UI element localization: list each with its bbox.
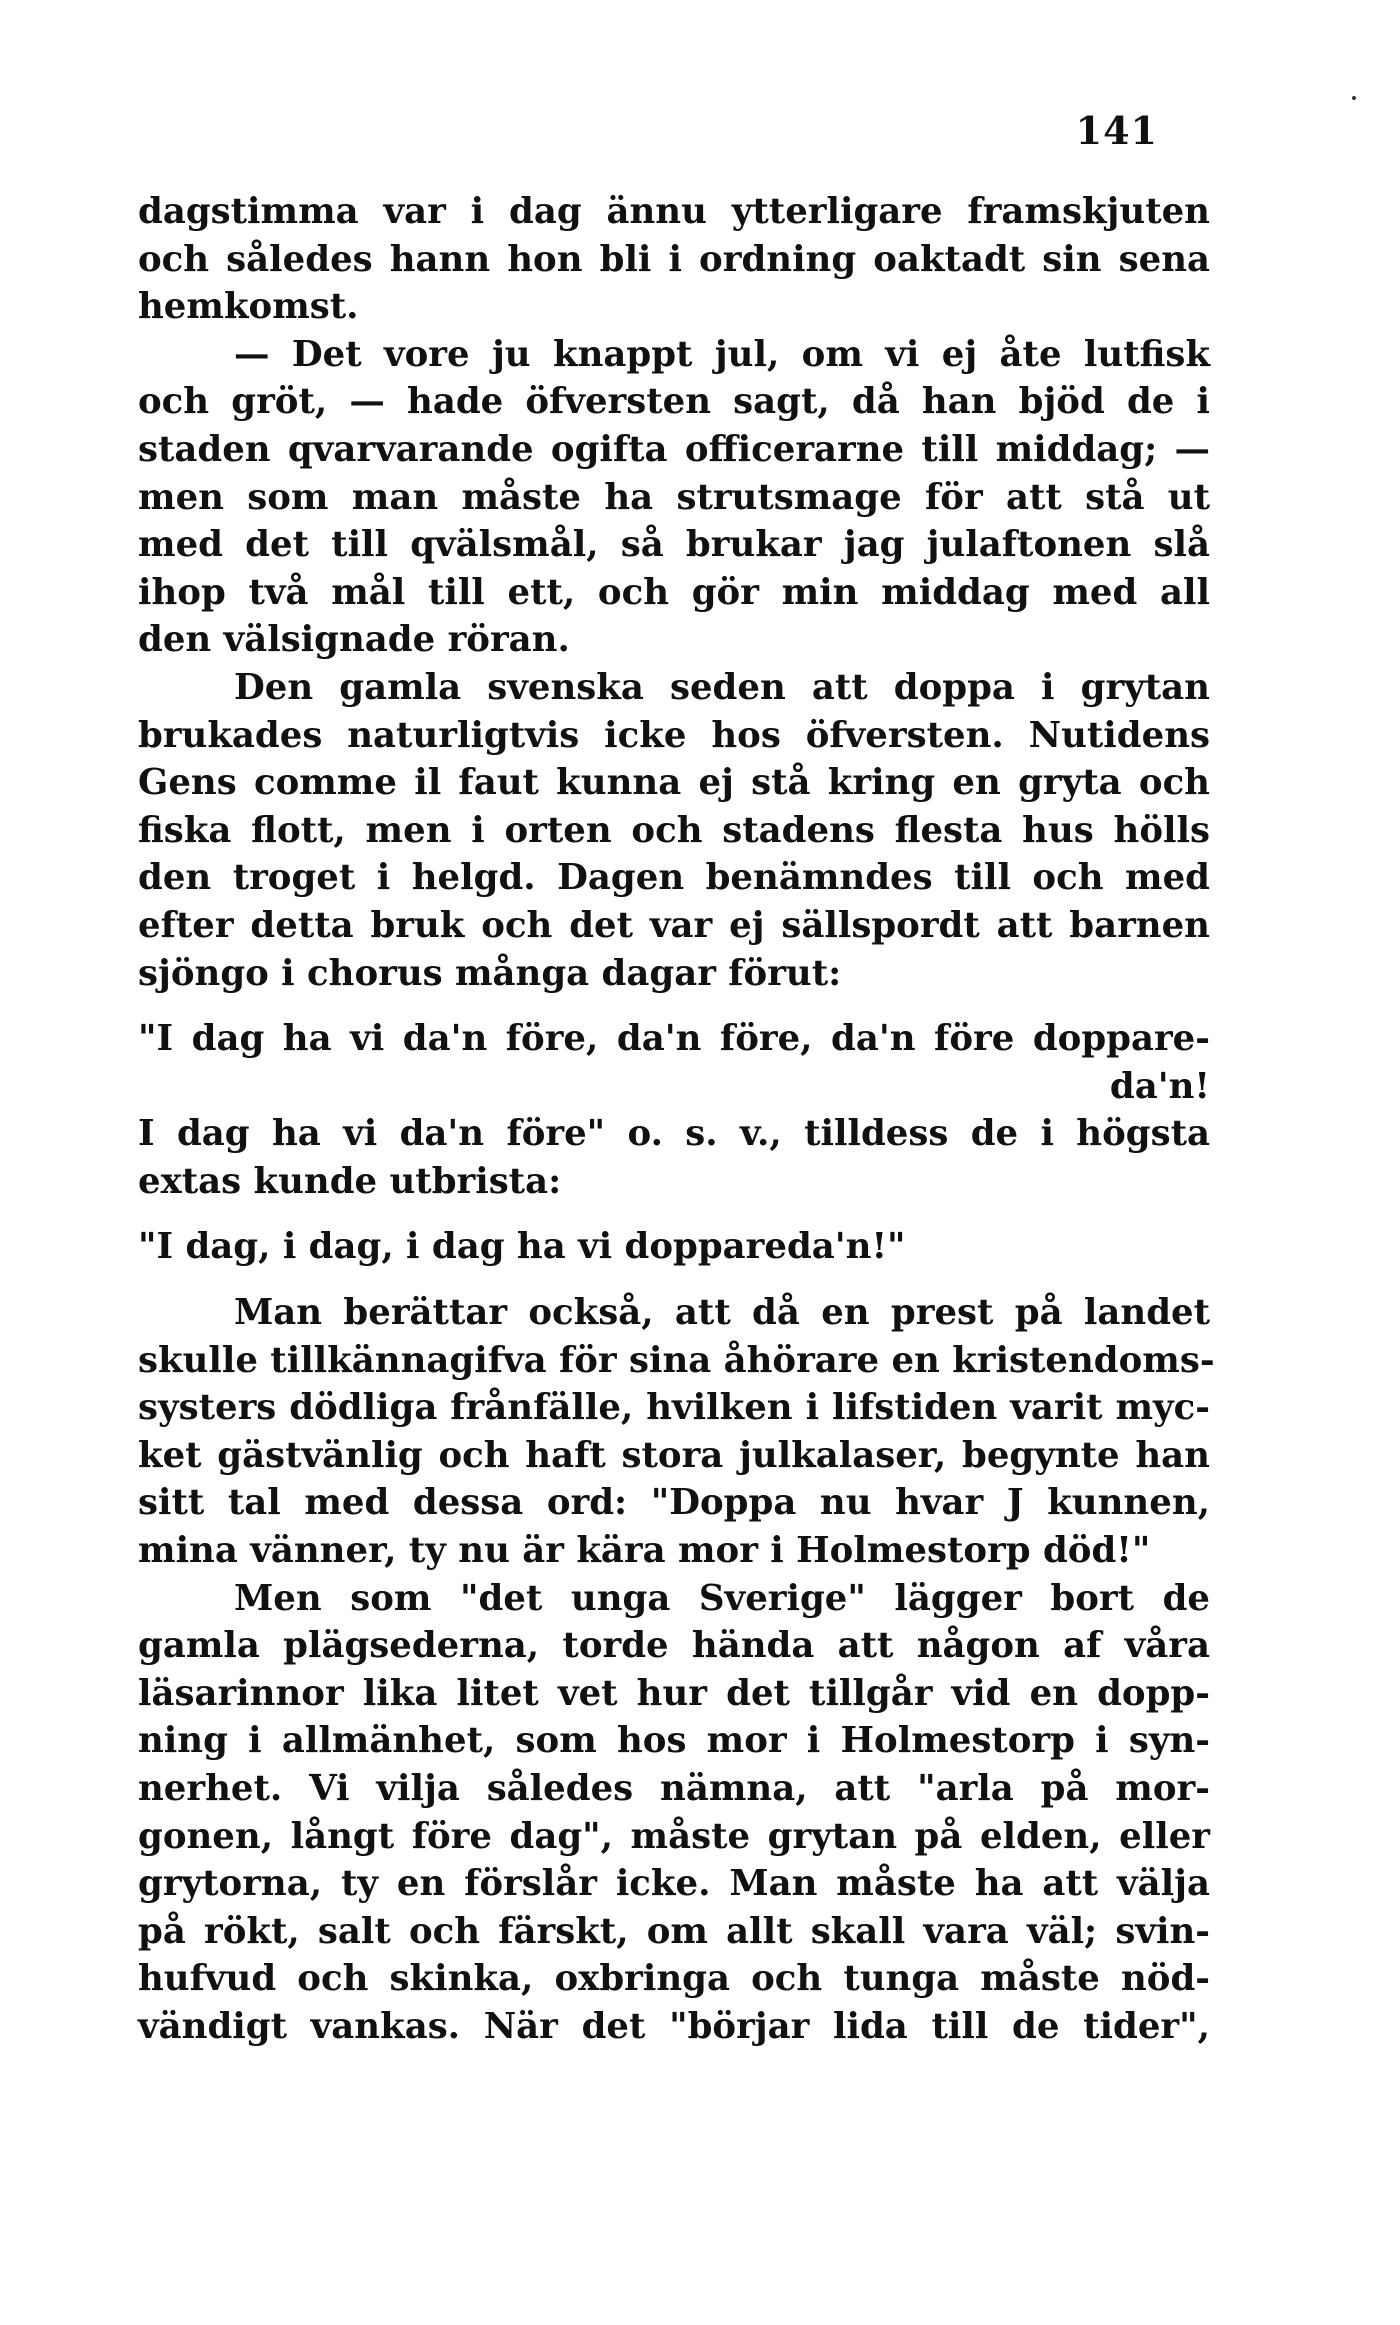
text-line: men som man måste ha strutsmage för att stå ut (138, 476, 1210, 518)
text-line: sjöngo i chorus många dagar förut: (138, 952, 842, 994)
text-line: grytorna, ty en förslår icke. Man måste ha att välja (138, 1863, 1210, 1905)
text-line: hemkomst. (138, 286, 359, 328)
text-line: den välsignade röran. (138, 619, 570, 661)
text-line: läsarinnor lika litet vet hur det tillgår vid en dopp- (138, 1672, 1210, 1714)
text-line: gamla plägsederna, torde hända att någon af våra (138, 1625, 1210, 1667)
text-line: vändigt vankas. När det "börjar lida till de tider", (138, 2005, 1210, 2047)
text-line: och gröt, — hade öfversten sagt, då han bjöd de i (138, 381, 1210, 423)
verse-line: da'n! (1109, 1065, 1210, 1107)
text-line: Den gamla svenska seden att doppa i grytan (234, 666, 1210, 708)
text-line: sitt tal med dessa ord: "Doppa nu hvar J kunnen, (138, 1482, 1210, 1524)
text-line: ihop två mål till ett, och gör min middag med all (138, 571, 1210, 613)
text-line: Gens comme il faut kunna ej stå kring en gryta och (138, 762, 1210, 804)
text-line: skulle tillkännagifva för sina åhörare en kristendoms- (138, 1339, 1215, 1381)
text-line: nerhet. Vi vilja således nämna, att "arla på mor- (138, 1768, 1210, 1809)
text-line: dagstimma var i dag ännu ytterligare framskjuten (138, 191, 1210, 232)
verse-line: "I dag ha vi da'n före, da'n före, da'n före doppare- (138, 1018, 1210, 1060)
text-line: ning i allmänhet, som hos mor i Holmestorp i syn- (138, 1720, 1210, 1762)
text-line: mina vänner, ty nu är kära mor i Holmestorp död!" (138, 1530, 1151, 1572)
text-line: hufvud och skinka, oxbringa och tunga måste nöd- (138, 1958, 1210, 2000)
text-line: den troget i helgd. Dagen benämndes till och med (138, 857, 1210, 899)
page-number: 141 (1075, 108, 1158, 153)
text-line: systers dödliga frånfälle, hvilken i lifstiden varit myc- (138, 1387, 1210, 1429)
verse-line: "I dag, i dag, i dag ha vi doppareda'n!" (138, 1226, 906, 1268)
text-line: — Det vore ju knappt jul, om vi ej åte lutfisk (234, 333, 1210, 375)
body-text (138, 188, 1215, 2051)
text-line: I dag ha vi da'n före" o. s. v., tilldess de i högsta (138, 1113, 1210, 1155)
text-line: ket gästvänlig och haft stora julkalaser, begynte han (138, 1434, 1210, 1476)
text-line: fiska flott, men i orten och stadens flesta hus hölls (138, 809, 1210, 851)
text-line: med det till qvälsmål, så brukar jag julaftonen slå (138, 524, 1210, 566)
text-line: på rökt, salt och färskt, om allt skall vara väl; svin- (138, 1910, 1210, 1952)
text-line: och således hann hon bli i ordning oaktadt sin sena (138, 238, 1210, 280)
text-line: efter detta bruk och det var ej sällspordt att barnen (138, 904, 1210, 946)
text-line: Men som "det unga Sverige" lägger bort de (234, 1577, 1210, 1619)
text-line: brukades naturligtvis icke hos öfversten. Nutidens (138, 714, 1210, 756)
text-line: Man berättar också, att då en prest på landet (234, 1292, 1210, 1334)
text-line: gonen, långt före dag", måste grytan på elden, eller (138, 1815, 1210, 1857)
text-line: extas kunde utbrista: (138, 1160, 562, 1202)
page-speck (1352, 96, 1356, 100)
text-line: staden qvarvarande ogifta officerarne till middag; — (138, 428, 1210, 470)
